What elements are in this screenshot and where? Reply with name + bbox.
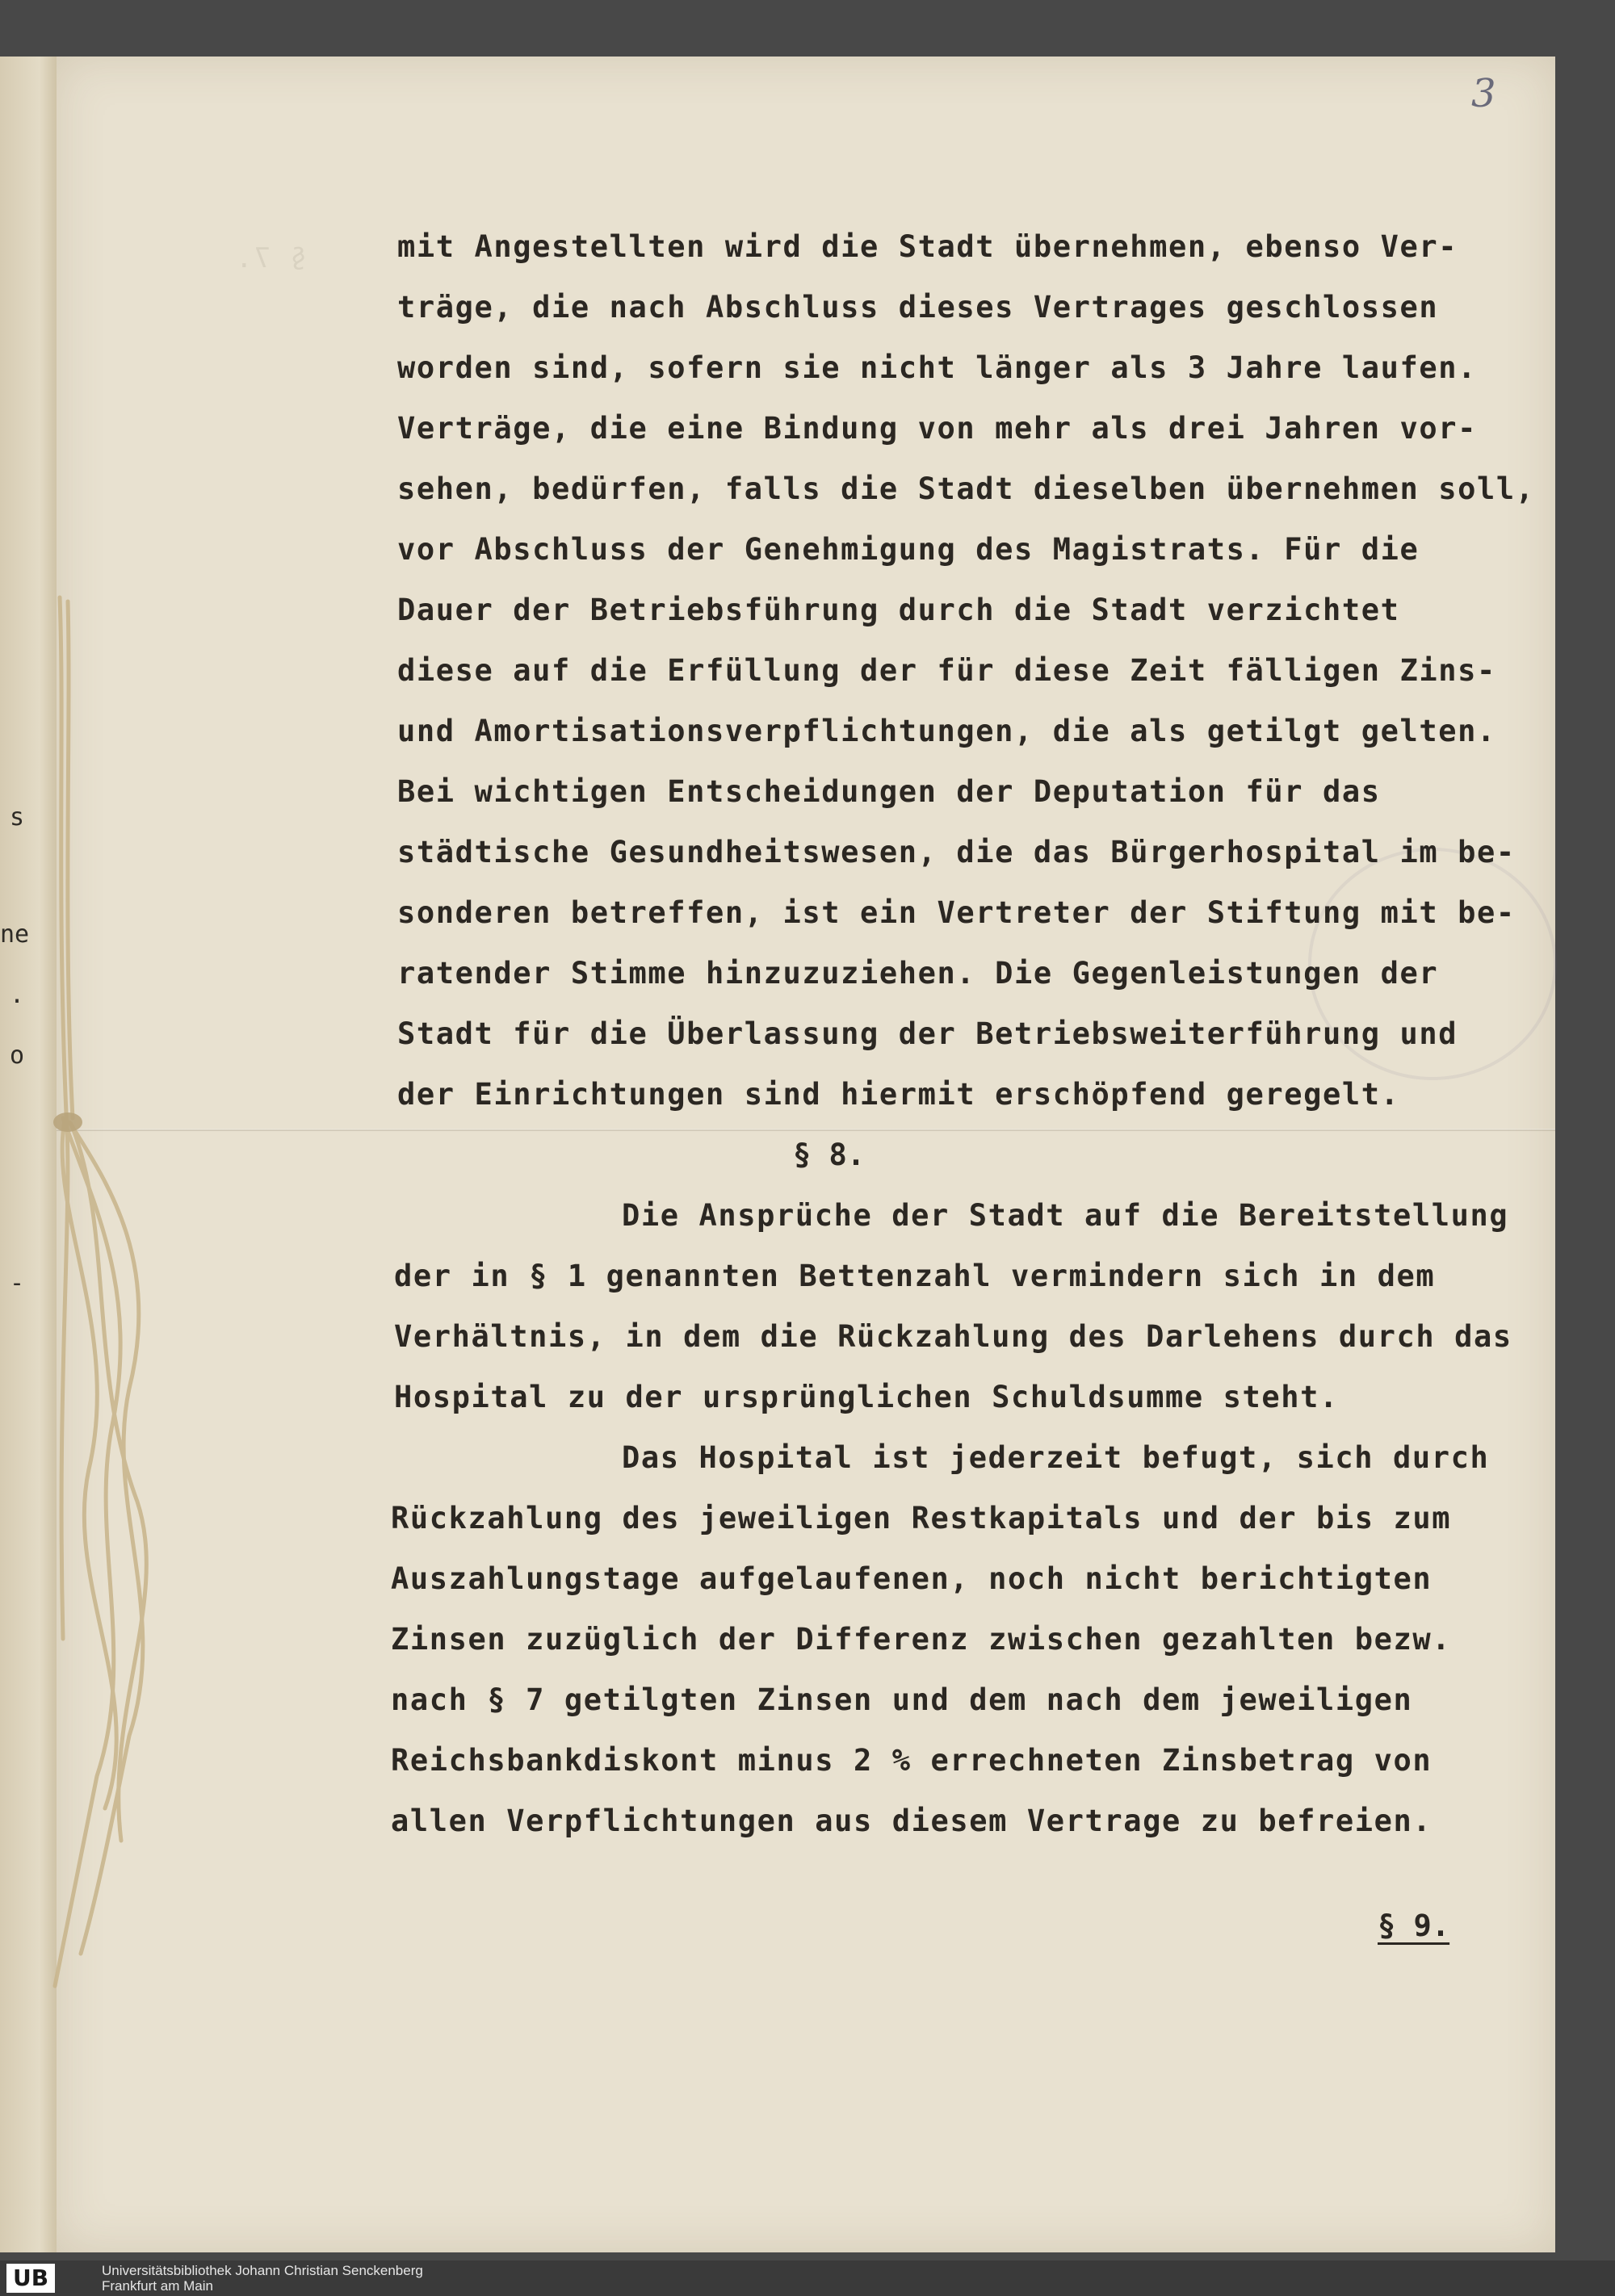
text-line: Die Ansprüche der Stadt auf die Bereitstellung — [622, 1198, 1509, 1233]
text-line: Auszahlungstage aufgelaufenen, noch nicht berichtigten — [391, 1561, 1433, 1596]
text-line: worden sind, sofern sie nicht länger als 3 Jahre laufen. — [397, 350, 1478, 385]
text-line: nach § 7 getilgten Zinsen und dem nach dem jeweiligen — [391, 1682, 1413, 1717]
text-line: der in § 1 genannten Bettenzahl vermindern sich in dem — [394, 1259, 1436, 1293]
section-8-heading: § 8. — [793, 1138, 866, 1172]
text-line: Das Hospital ist jederzeit befugt, sich durch — [622, 1440, 1490, 1475]
adjacent-page-edge — [0, 57, 57, 2252]
text-line: Verträge, die eine Bindung von mehr als drei Jahren vor- — [397, 411, 1478, 446]
text-line: allen Verpflichtungen aus diesem Vertrage zu befreien. — [391, 1804, 1433, 1838]
bleedthrough-text: § 7. — [234, 242, 307, 274]
text-line: träge, die nach Abschluss dieses Vertrages geschlossen — [397, 290, 1439, 325]
text-line: Bei wichtigen Entscheidungen der Deputation für das — [397, 774, 1381, 809]
text-line: Verhältnis, in dem die Rückzahlung des Darlehens durch das — [394, 1319, 1512, 1354]
left-margin-fragment: s — [9, 803, 24, 832]
text-line: der Einrichtungen sind hiermit erschöpfend geregelt. — [397, 1077, 1400, 1112]
text-line: Stadt für die Überlassung der Betriebsweiterführung und — [397, 1016, 1458, 1051]
text-line: vor Abschluss der Genehmigung des Magistrats. Für die — [397, 532, 1420, 567]
left-margin-fragment: - — [9, 1269, 24, 1297]
text-line: städtische Gesundheitswesen, die das Bürgerhospital im be- — [397, 835, 1516, 869]
footer-library-name: Universitätsbibliothek Johann Christian Senckenberg — [102, 2263, 423, 2278]
left-margin-fragment: . — [9, 981, 24, 1009]
text-line: sehen, bedürfen, falls die Stadt dieselben übernehmen soll, — [397, 471, 1535, 506]
text-line: Zinsen zuzüglich der Differenz zwischen gezahlten bezw. — [391, 1622, 1452, 1657]
text-line: sonderen betreffen, ist ein Vertreter der Stiftung mit be- — [397, 895, 1516, 930]
text-line: Rückzahlung des jeweiligen Restkapitals und der bis zum — [391, 1501, 1452, 1536]
left-margin-fragment: o — [9, 1041, 24, 1070]
footer-library-city: Frankfurt am Main — [102, 2278, 213, 2294]
text-line: Dauer der Betriebsführung durch die Stadt verzichtet — [397, 593, 1400, 627]
text-line: diese auf die Erfüllung der für diese Zeit fälligen Zins- — [397, 653, 1496, 688]
text-line: Hospital zu der ursprünglichen Schuldsumme steht. — [394, 1380, 1339, 1414]
left-margin-fragment: ne — [0, 920, 30, 949]
text-line: ratender Stimme hinzuzuziehen. Die Gegenleistungen der — [397, 956, 1439, 991]
text-line: Reichsbankdiskont minus 2 % errechneten Zinsbetrag von — [391, 1743, 1433, 1778]
text-line: mit Angestellten wird die Stadt übernehmen, ebenso Ver- — [397, 229, 1458, 264]
text-line: und Amortisationsverpflichtungen, die als getilgt gelten. — [397, 714, 1496, 748]
fold-crease — [57, 1129, 1555, 1131]
page-number: 3 — [1471, 71, 1496, 116]
library-logo: UB — [6, 2264, 55, 2293]
section-9-heading: § 9. — [1378, 1908, 1450, 1943]
